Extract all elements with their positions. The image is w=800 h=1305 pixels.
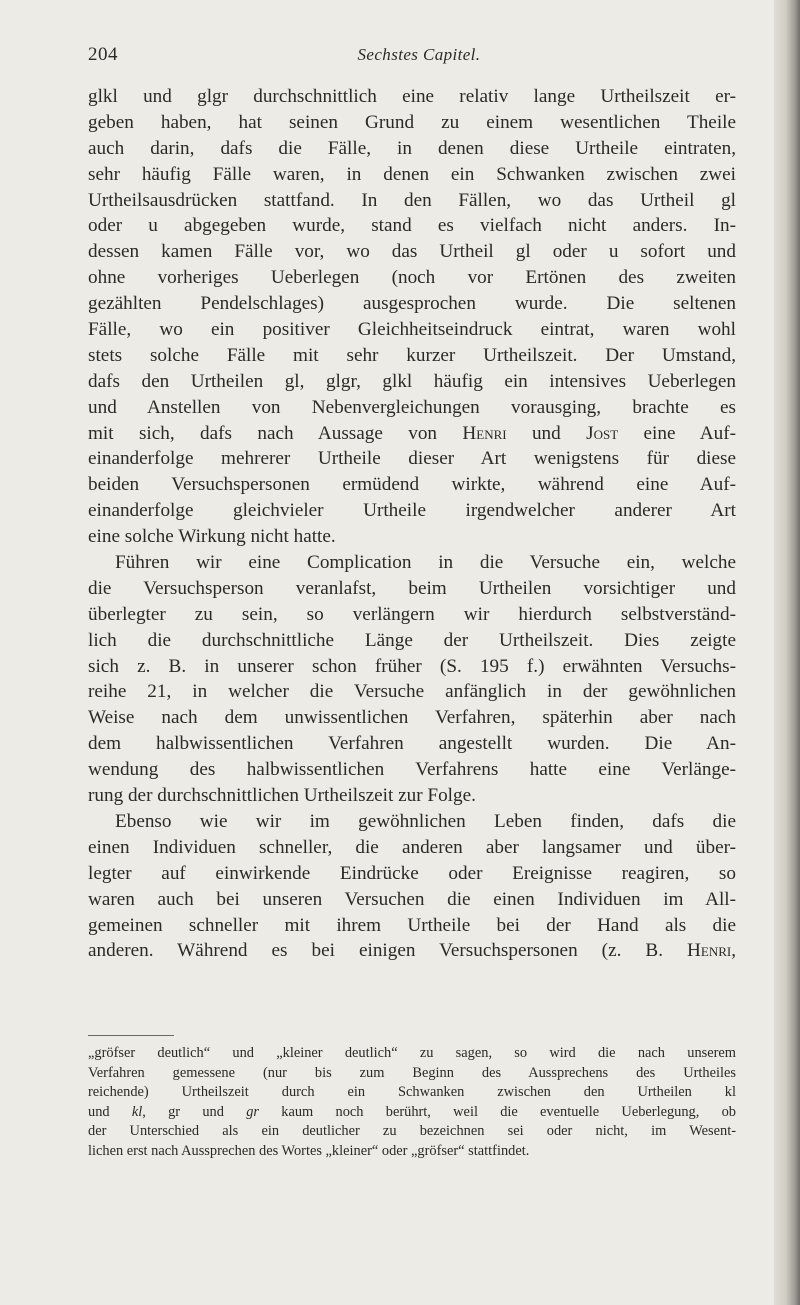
text-segment: mit sich, dafs nach Aussage von (88, 422, 463, 444)
footnote-line: Verfahren gemessene (nur bis zum Beginn des Aussprechens des Urtheiles (88, 1064, 736, 1081)
text-segment: anderen. Während es bei einigen Versuchspersonen (z. B. (88, 940, 688, 962)
footnote-line: der Unterschied als ein deutlicher zu bezeichnen sei oder nicht, im Wesent- (88, 1123, 736, 1140)
text-line: und Anstellen von Nebenvergleichungen vorausging, brachte es (88, 396, 736, 418)
text-line: dessen kamen Fälle vor, wo das Urtheil gl oder u sofort und (88, 241, 736, 263)
footnote (88, 1044, 736, 1162)
page-number: 204 (88, 44, 118, 65)
footnote-divider (88, 1035, 174, 1036)
text-segment: eine Auf- (618, 422, 736, 444)
text-line: dafs den Urtheilen gl, glgr, glkl häufig ein intensives Ueberlegen (88, 370, 736, 392)
text-line: stets solche Fälle mit sehr kurzer Urtheilszeit. Der Umstand, (88, 344, 736, 366)
footnote-line: reichende) Urtheilszeit durch ein Schwanken zwischen den Urtheilen kl (88, 1084, 736, 1101)
text-line: geben haben, hat seinen Grund zu einem wesentlichen Theile (88, 111, 736, 133)
text-line: lich die durchschnittliche Länge der Urtheilszeit. Dies zeigte (88, 629, 736, 651)
footnote-line (88, 1103, 736, 1123)
text-line: einanderfolge mehrerer Urtheile dieser Art wenigstens für diese (88, 448, 736, 470)
text-line: gezählten Pendelschlages) ausgesprochen wurde. Die seltenen (88, 293, 736, 315)
paragraph-start-line: Ebenso wie wir im gewöhnlichen Leben finden, dafs die (115, 810, 736, 832)
footnote-line: „gröfser deutlich“ und „kleiner deutlich“ zu sagen, so wird die nach unserem (88, 1045, 736, 1061)
text-line: sehr häufig Fälle waren, in denen ein Schwanken zwischen zwei (88, 163, 736, 185)
text-line: oder u abgegeben wurde, stand es vielfach nicht anders. In- (88, 215, 736, 237)
running-title: Sechstes Capitel. (357, 45, 481, 64)
text-line: auch darin, dafs die Fälle, in denen diese Urtheile eintraten, (88, 137, 736, 159)
footnote-line: lichen erst nach Aussprechen des Wortes „kleiner“ oder „gröfser“ stattfindet. (88, 1142, 530, 1159)
paragraph-start-line: Führen wir eine Complication in die Versuche ein, welche (115, 552, 736, 574)
text-line: glkl und glgr durchschnittlich eine relativ lange Urtheilszeit er- (88, 86, 736, 107)
text-line: legter auf einwirkende Eindrücke oder Ereignisse reagiren, so (88, 862, 736, 884)
text-line: dem halbwissentlichen Verfahren angestellt wurden. Die An- (88, 733, 736, 755)
text-line: eine solche Wirkung nicht hatte. (88, 526, 336, 548)
text-segment: kaum noch berührt, weil die eventuelle Ueberlegung, ob (259, 1103, 736, 1120)
text-line: die Versuchsperson veranlafst, beim Urtheilen vorsichtiger und (88, 577, 736, 599)
text-segment: , (731, 940, 736, 962)
page-edge-shadow (774, 0, 800, 1305)
text-line: einen Individuen schneller, die anderen aber langsamer und über- (88, 836, 736, 858)
text-line: wendung des halbwissentlichen Verfahrens hatte eine Verlänge- (88, 759, 736, 781)
text-line: ohne vorheriges Ueberlegen (noch vor Ertönen des zweiten (88, 267, 736, 289)
text-segment: und (88, 1103, 132, 1120)
text-line: Urtheilsausdrücken stattfand. In den Fällen, wo das Urtheil gl (88, 189, 736, 211)
italic-term-kl: kl (131, 1103, 143, 1120)
author-name-henri: Henri (687, 940, 732, 962)
text-line: Fälle, wo ein positiver Gleichheitseindruck eintrat, waren wohl (88, 319, 736, 341)
text-segment: und (506, 422, 587, 444)
text-line: rung der durchschnittlichen Urtheilszeit zur Folge. (88, 785, 476, 807)
text-line: reihe 21, in welcher die Versuche anfänglich in der gewöhnlichen (88, 681, 736, 703)
text-line: Weise nach dem unwissentlichen Verfahren, späterhin aber nach (88, 707, 736, 729)
author-name-henri: Henri (462, 422, 507, 444)
text-line (88, 938, 736, 964)
text-line: waren auch bei unseren Versuchen die einen Individuen im All- (88, 888, 736, 910)
author-name-jost: Jost (586, 422, 619, 444)
body-text (88, 84, 736, 964)
text-line (88, 421, 736, 447)
text-line: beiden Versuchspersonen ermüdend wirkte, während eine Auf- (88, 474, 736, 496)
text-line: gemeinen schneller mit ihrem Urtheile bei der Hand als die (88, 914, 736, 936)
italic-term-gr: gr (246, 1103, 260, 1120)
text-line: überlegter zu sein, so verlängern wir hierdurch selbstverständ- (88, 603, 736, 625)
page-header (88, 44, 736, 78)
text-line: sich z. B. in unserer schon früher (S. 195 f.) erwähnten Versuchs- (88, 655, 736, 677)
text-segment: , gr und (142, 1103, 247, 1120)
text-line: einanderfolge gleichvieler Urtheile irgendwelcher anderer Art (88, 500, 736, 522)
